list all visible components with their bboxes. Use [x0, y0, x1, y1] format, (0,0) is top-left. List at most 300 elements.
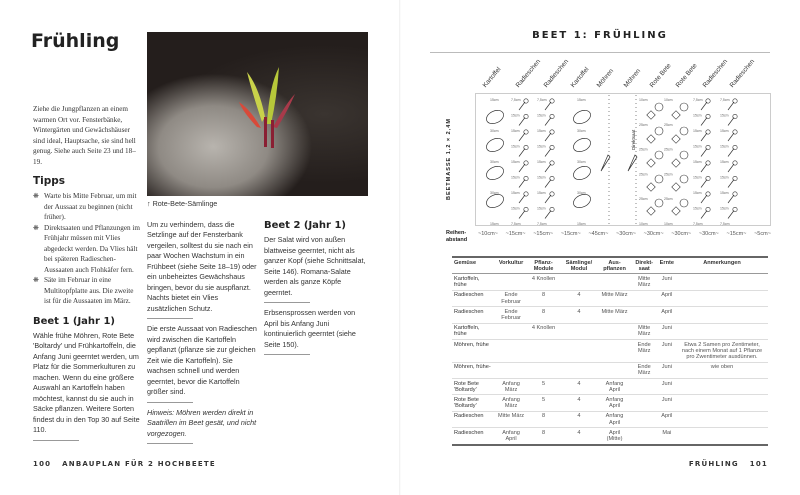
radish-leaf-icon — [706, 114, 710, 118]
table-cell: Radieschen — [452, 290, 495, 306]
spacing-label: 15cm — [511, 206, 520, 211]
table-cell — [631, 307, 658, 323]
table-row — [452, 379, 768, 395]
row-spacing-values — [478, 231, 771, 237]
table-row — [452, 307, 768, 323]
radish-icon — [545, 149, 551, 157]
radish-leaf-icon — [550, 192, 554, 196]
potato-icon — [571, 192, 592, 210]
footer-right — [689, 460, 768, 468]
radish-leaf-icon — [550, 114, 554, 118]
spacing-label: 25cm — [664, 147, 673, 152]
radish-leaf-icon — [733, 161, 737, 165]
table-cell: 8 — [528, 428, 560, 445]
table-cell — [676, 307, 768, 323]
row-spacing-value: ~30cm~ — [643, 231, 664, 237]
table-cell — [676, 274, 768, 290]
table-cell: Anfang April — [598, 411, 630, 427]
beet-leaf-icon — [680, 199, 688, 207]
middle-column — [147, 199, 259, 449]
spacing-label: 15cm — [511, 129, 520, 133]
column-label: Rote Bete — [674, 62, 699, 89]
radish-icon — [519, 195, 525, 203]
table-cell: Ende März — [631, 362, 658, 378]
spacing-label: 15cm — [511, 191, 520, 195]
beet-root-icon — [647, 135, 655, 143]
spacing-label: 25cm — [639, 147, 648, 152]
spacing-label: 7,5cm — [511, 98, 521, 102]
spacing-label: 30cm — [577, 129, 586, 133]
spacing-label: 30cm — [490, 129, 499, 133]
row-spacing-value: ~45cm~ — [588, 231, 609, 237]
table-cell: 4 — [560, 379, 599, 395]
bed-diagram — [475, 93, 771, 226]
spacing-label: 25cm — [664, 122, 673, 127]
radish-leaf-icon — [706, 130, 710, 134]
photo-caption: ↑ Rote-Bete-Sämlinge — [147, 199, 218, 208]
column-label: Kartoffel — [569, 66, 591, 89]
beet1-text: Wähle frühe Möhren, Rote Bete 'Boltardy' und Frühkartoffeln, die Anfang Juni geerntet werden, um Platz für die Sommerkulturen zu machen. Wenn du eine größere Auswahl an Kartoffeln haben möchtest, kannst du sie auch in Säcke pflanzen. Weitere Sorten findest du in den Top 30 auf Seite 110. — [33, 330, 140, 434]
spacing-label: 25cm — [639, 172, 648, 177]
table-cell — [676, 323, 768, 339]
beet-leaf-icon — [655, 199, 663, 207]
radish-leaf-icon — [524, 161, 528, 165]
spacing-label: 15cm — [720, 206, 729, 211]
spacing-label: 7,5cm — [537, 222, 547, 226]
spacing-label: 15cm — [693, 191, 702, 195]
spacing-label: 15cm — [720, 191, 729, 195]
radish-icon — [519, 211, 525, 219]
table-cell: April — [658, 290, 676, 306]
radish-icon — [728, 102, 734, 110]
radish-leaf-icon — [550, 176, 554, 180]
radish-icon — [519, 164, 525, 172]
table-cell: Radieschen — [452, 428, 495, 445]
beet-root-icon — [647, 207, 655, 215]
beet-root-icon — [672, 159, 680, 167]
running-head: ANBAUPLAN FÜR 2 HOCHBEETE — [62, 460, 216, 468]
spacing-label: 15cm — [720, 129, 729, 133]
row-spacing-value: ~30cm~ — [698, 231, 719, 237]
radish-icon — [728, 133, 734, 141]
beet-root-icon — [672, 135, 680, 143]
radish-icon — [728, 164, 734, 172]
table-cell: Rote Bete 'Boltardy' — [452, 395, 495, 411]
tip-item: ❋ Direktsaaten und Pflanzungen im Frühjahr müssen mit Vlies abgedeckt werden. Da Vlies hält bei späteren Radieschen-Aussaaten auch Flohkäfer fern. — [33, 223, 141, 276]
radish-icon — [545, 195, 551, 203]
beet-root-icon — [672, 207, 680, 215]
table-row — [452, 395, 768, 411]
radish-leaf-icon — [524, 207, 528, 211]
divider — [147, 318, 193, 319]
radish-icon — [728, 195, 734, 203]
table-cell: Juni — [658, 362, 676, 378]
beet-leaf-icon — [655, 103, 663, 111]
radish-leaf-icon — [706, 161, 710, 165]
table-row — [452, 340, 768, 363]
table-cell — [631, 395, 658, 411]
table-cell — [495, 340, 528, 363]
bed-size-label: BEETMASSE 1,2 × 2,4M — [446, 118, 452, 200]
radish-icon — [728, 211, 734, 219]
radish-leaf-icon — [733, 114, 737, 118]
table-cell: 8 — [528, 307, 560, 323]
potato-icon — [484, 192, 505, 210]
table-cell: Mitte März — [631, 274, 658, 290]
radish-icon — [545, 211, 551, 219]
column-header: Vorkultur — [495, 258, 528, 274]
table-cell: 4 — [560, 411, 599, 427]
table-cell: Juni — [658, 340, 676, 363]
table-cell — [631, 428, 658, 445]
spacing-label: 10cm — [639, 98, 648, 102]
table-cell — [560, 274, 599, 290]
spacing-label: 7,5cm — [511, 222, 521, 226]
table-row — [452, 274, 768, 290]
row-spacing-value: ~30cm~ — [616, 231, 636, 237]
beet-leaf-icon — [680, 175, 688, 183]
radish-icon — [545, 164, 551, 172]
table-cell: Juni — [658, 323, 676, 339]
table-cell: Radieschen — [452, 411, 495, 427]
table-cell: Mitte März — [631, 323, 658, 339]
radish-icon — [545, 133, 551, 141]
beet-leaf-icon — [655, 127, 663, 135]
table-cell: April (Mitte) — [598, 428, 630, 445]
spacing-label: 15cm — [537, 206, 546, 211]
spacing-label: 25cm — [639, 197, 648, 202]
table-cell — [560, 362, 599, 378]
column-header: Gemüse — [452, 258, 495, 274]
spacing-label: 10cm — [639, 222, 648, 226]
spacing-label: 15cm — [490, 222, 499, 226]
seedling-illustration — [147, 32, 368, 196]
spacing-label: 25cm — [664, 172, 673, 177]
table-cell: Juni — [658, 395, 676, 411]
radish-icon — [728, 180, 734, 188]
column-label: Radieschen — [728, 58, 757, 89]
radish-icon — [519, 149, 525, 157]
table-cell — [598, 323, 630, 339]
row-spacing-label: Reihen-abstand — [446, 230, 468, 243]
spacing-label: 15cm — [577, 98, 586, 102]
spacing-label: 15cm — [693, 160, 702, 164]
spacing-label: 10cm — [664, 222, 673, 226]
table-cell — [560, 323, 599, 339]
table-cell — [495, 274, 528, 290]
table-cell: Anfang April — [598, 395, 630, 411]
table-cell: Etwa 2 Samen pro Zentimeter, nach einem Monat auf 1 Pflanze pro Zwentimeter ausdünnen. — [676, 340, 768, 363]
radish-leaf-icon — [524, 99, 528, 103]
spacing-label: 15cm — [511, 175, 520, 180]
table-cell: 4 — [560, 428, 599, 445]
radish-leaf-icon — [524, 114, 528, 118]
table-row — [452, 323, 768, 339]
page-number: 100 — [33, 460, 52, 468]
radish-leaf-icon — [524, 130, 528, 134]
table-cell — [598, 362, 630, 378]
radish-leaf-icon — [733, 176, 737, 180]
radish-icon — [519, 133, 525, 141]
spacing-label: 7,5cm — [720, 222, 730, 226]
table-cell: Anfang März — [495, 395, 528, 411]
radish-icon — [701, 118, 707, 126]
radish-leaf-icon — [733, 207, 737, 211]
beet2-heading: Beet 2 (Jahr 1) — [264, 220, 346, 231]
spacing-label: 7,5cm — [693, 222, 703, 226]
radish-icon — [701, 211, 707, 219]
table-cell — [495, 362, 528, 378]
intro-text: Ziehe die Jungpflanzen an einem warmen Ort vor. Fensterbänke, Wintergärten und Gewächshäuser sind ideal, Hauptsache, sie sind hell genug. Siehe auch Seite 23 und 18–19. — [33, 105, 136, 166]
table-cell: wie oben — [676, 362, 768, 378]
radish-icon — [519, 118, 525, 126]
table-cell — [676, 428, 768, 445]
beet-leaf-icon — [680, 103, 688, 111]
spacing-label: 7,5cm — [693, 98, 703, 102]
table-cell — [676, 379, 768, 395]
spacing-label: 7,5cm — [537, 98, 547, 102]
table-cell: Mitte März — [598, 307, 630, 323]
beet2-paragraph-1: Der Salat wird von außen blattweise geerntet, nicht als ganzer Kopf (siehe Schnittsalat, Seite 146). Romana-Salate werden als ganze Köpfe geerntet. — [264, 235, 366, 297]
radish-leaf-icon — [550, 161, 554, 165]
column-label: Radieschen — [514, 58, 543, 89]
spacing-label: 10cm — [664, 98, 673, 102]
radish-leaf-icon — [550, 99, 554, 103]
radish-leaf-icon — [733, 145, 737, 149]
running-head: FRÜHLING — [688, 460, 739, 468]
row-spacing-value: ~15cm~ — [560, 231, 581, 237]
radish-icon — [545, 180, 551, 188]
beet-leaf-icon — [655, 175, 663, 183]
column-header: Aus-pflanzen — [598, 258, 630, 274]
spacing-label: 15cm — [693, 113, 702, 118]
radish-icon — [545, 118, 551, 126]
radish-leaf-icon — [524, 192, 528, 196]
title-rule — [430, 52, 770, 53]
table-cell: Möhren, frühe- — [452, 362, 495, 378]
table-cell — [631, 290, 658, 306]
radish-leaf-icon — [524, 176, 528, 180]
radish-leaf-icon — [706, 99, 710, 103]
table-cell — [631, 411, 658, 427]
divider — [264, 354, 310, 355]
radish-icon — [519, 102, 525, 110]
radish-leaf-icon — [550, 145, 554, 149]
row-spacing-value: ~10cm~ — [478, 231, 498, 237]
spacing-label: 15cm — [693, 206, 702, 211]
divider — [264, 302, 310, 303]
radish-icon — [701, 195, 707, 203]
potato-icon — [571, 136, 592, 154]
radish-icon — [701, 102, 707, 110]
spacing-label: 15cm — [577, 222, 586, 226]
column-label: Kartoffel — [481, 66, 503, 89]
page-title: Frühling — [31, 30, 120, 52]
beet-root-icon — [672, 183, 680, 191]
spacing-label: 7,5cm — [720, 98, 730, 102]
spacing-label: 25cm — [664, 197, 673, 202]
table-cell — [676, 411, 768, 427]
radish-leaf-icon — [706, 176, 710, 180]
table-cell — [528, 340, 560, 363]
row-spacing-value: ~15cm~ — [533, 231, 554, 237]
table-cell: 5 — [528, 379, 560, 395]
column-label: Rote Bete — [648, 62, 673, 89]
beet-root-icon — [647, 183, 655, 191]
table-cell — [598, 274, 630, 290]
mid-paragraph-1: Um zu verhindern, dass die Setzlinge auf der Fensterbank vergeilen, solltest du sie nach ein paar Wochen Wachstum in ein Frühbeet (siehe Seite 18–19) oder ein unbeheiztes Gewächshaus bringen, bevor du sie auspflanzt. Nachts bietet ein Vlies zusätzlichen Schutz. — [147, 219, 257, 313]
spacing-label: 30cm — [577, 191, 586, 195]
beet-leaf-icon — [655, 151, 663, 159]
table-cell: 4 — [560, 395, 599, 411]
spacing-label: 15cm — [490, 98, 499, 102]
photo-beet-seedlings — [147, 32, 368, 196]
hint-text: Hinweis: Möhren werden direkt in Saatrillen im Beet gesät, und nicht vorgezogen. — [147, 407, 257, 438]
page-number: 101 — [749, 460, 768, 468]
divider — [147, 443, 193, 444]
spacing-label: 30cm — [490, 160, 499, 164]
radish-icon — [728, 149, 734, 157]
radish-icon — [545, 102, 551, 110]
radish-leaf-icon — [733, 99, 737, 103]
potato-icon — [571, 164, 592, 182]
table-cell: 8 — [528, 290, 560, 306]
tips-list — [33, 191, 141, 307]
beet-root-icon — [647, 159, 655, 167]
spacing-label: 15cm — [511, 160, 520, 164]
table-row — [452, 362, 768, 378]
spacing-label: 25cm — [639, 122, 648, 127]
radish-leaf-icon — [706, 145, 710, 149]
spacing-label: 15cm — [720, 160, 729, 164]
table-cell: April — [658, 307, 676, 323]
tip-item: ❋ Säte im Februar in eine Multitopfplatte aus. Die zweite ist für die Aussaaten im März. — [33, 275, 141, 307]
spacing-label: 15cm — [537, 160, 546, 164]
gutter — [399, 0, 401, 495]
table-cell: Kartoffeln, frühe — [452, 323, 495, 339]
planting-table — [452, 258, 768, 446]
column-label: Möhren — [595, 67, 616, 89]
table-cell: Ende Februar — [495, 290, 528, 306]
direktsaat-label: Direktsaat — [631, 129, 636, 150]
spacing-label: 15cm — [537, 129, 546, 133]
column-label: Radieschen — [701, 58, 730, 89]
potato-icon — [484, 136, 505, 154]
radish-leaf-icon — [733, 192, 737, 196]
spacing-label: 15cm — [511, 113, 520, 118]
radish-leaf-icon — [706, 192, 710, 196]
spacing-label: 15cm — [693, 175, 702, 180]
table-cell: 4 — [560, 290, 599, 306]
radish-leaf-icon — [733, 130, 737, 134]
radish-leaf-icon — [550, 130, 554, 134]
column-header: Ernte — [658, 258, 676, 274]
right-column — [264, 219, 370, 360]
radish-icon — [519, 180, 525, 188]
spacing-label: 15cm — [511, 144, 520, 149]
table-cell: 4 Knollen — [528, 274, 560, 290]
table-cell: Anfang April — [495, 428, 528, 445]
spacing-label: 15cm — [720, 113, 729, 118]
row-spacing-value: ~15cm~ — [726, 231, 747, 237]
beet2-paragraph-2: Erbsensprossen werden von April bis Anfang Juni kontinuierlich geerntet (siehe Seite 150). — [264, 308, 356, 349]
table-cell: Mitte März — [598, 290, 630, 306]
beet1-heading: Beet 1 (Jahr 1) — [33, 315, 115, 327]
table-row — [452, 411, 768, 427]
spacing-label: 15cm — [693, 144, 702, 149]
radish-leaf-icon — [706, 207, 710, 211]
table-cell: Anfang April — [598, 379, 630, 395]
row-spacing-value: ~30cm~ — [671, 231, 692, 237]
radish-leaf-icon — [550, 207, 554, 211]
table-cell: Rote Bete 'Boltardy' — [452, 379, 495, 395]
potato-icon — [484, 164, 505, 182]
table-cell: 5 — [528, 395, 560, 411]
table-cell: Juni — [658, 274, 676, 290]
spacing-label: 15cm — [720, 175, 729, 180]
radish-icon — [701, 149, 707, 157]
potato-icon — [571, 108, 592, 126]
spacing-label: 15cm — [537, 175, 546, 180]
table-cell — [631, 379, 658, 395]
radish-icon — [701, 180, 707, 188]
spacing-label: 15cm — [720, 144, 729, 149]
radish-icon — [701, 133, 707, 141]
table-row — [452, 428, 768, 445]
table-cell: Mai — [658, 428, 676, 445]
column-header: Anmerkungen — [676, 258, 768, 274]
table-cell — [676, 395, 768, 411]
spacing-label: 30cm — [577, 160, 586, 164]
column-header: Direkt-saat — [631, 258, 658, 274]
spacing-label: 30cm — [490, 191, 499, 195]
table-cell: Ende März — [631, 340, 658, 363]
left-column — [33, 104, 141, 446]
table-cell: 4 — [560, 307, 599, 323]
column-header: Pflanz-Module — [528, 258, 560, 274]
footer-left — [33, 460, 216, 468]
table-cell — [598, 340, 630, 363]
spacing-label: 15cm — [537, 113, 546, 118]
table-cell — [560, 340, 599, 363]
table-cell — [676, 290, 768, 306]
divider — [147, 402, 193, 403]
table-cell: Kartoffeln, frühe — [452, 274, 495, 290]
beet-leaf-icon — [680, 127, 688, 135]
plan-title: BEET 1: FRÜHLING — [532, 30, 668, 41]
table-cell: Radieschen — [452, 307, 495, 323]
table-cell — [528, 362, 560, 378]
table-cell: 8 — [528, 411, 560, 427]
table-cell: Ende Februar — [495, 307, 528, 323]
row-spacing-value: ~5cm~ — [754, 231, 771, 237]
column-label: Möhren — [622, 67, 643, 89]
spacing-label: 15cm — [693, 129, 702, 133]
radish-icon — [701, 164, 707, 172]
table-cell: 4 Knollen — [528, 323, 560, 339]
beet-root-icon — [647, 111, 655, 119]
table-cell: Juni — [658, 379, 676, 395]
spacing-label: 15cm — [537, 191, 546, 195]
table-cell: Möhren, frühe — [452, 340, 495, 363]
table-cell: Anfang März — [495, 379, 528, 395]
radish-leaf-icon — [524, 145, 528, 149]
tips-heading: Tipps — [33, 175, 66, 187]
table-row — [452, 290, 768, 306]
tip-item: ❋ Warte bis Mitte Februar, um mit der Aussaat zu beginnen (nicht früher). — [33, 191, 141, 223]
column-header: Sämlinge/ Modul — [560, 258, 599, 274]
column-label: Radieschen — [542, 58, 571, 89]
